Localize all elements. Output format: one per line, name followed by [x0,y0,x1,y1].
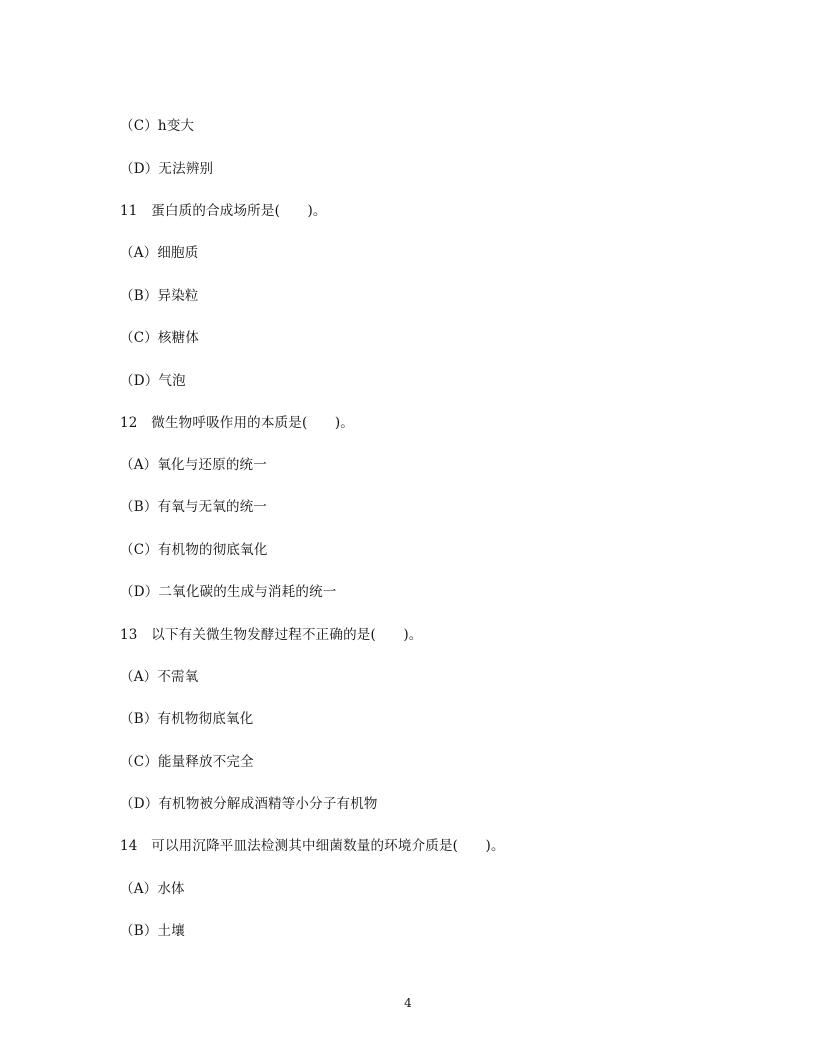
question-11: 11 蛋白质的合成场所是( )。 [120,203,327,219]
question-14: 14 可以用沉降平皿法检测其中细菌数量的环境介质是( )。 [120,838,505,854]
question-12: 12 微生物呼吸作用的本质是( )。 [120,415,355,431]
option-d-q13: （D）有机物被分解成酒精等小分子有机物 [120,796,378,812]
option-c-q11: （C）核糖体 [120,330,200,346]
option-c-q12: （C）有机物的彻底氧化 [120,542,268,558]
option-c-q13: （C）能量释放不完全 [120,754,254,770]
option-b-q14: （B）土壤 [120,923,185,939]
option-d-q10: （D）无法辨别 [120,161,214,177]
option-a-q12: （A）氧化与还原的统一 [120,457,267,473]
option-b-q13: （B）有机物彻底氧化 [120,711,254,727]
option-a-q13: （A）不需氧 [120,669,199,685]
option-a-q14: （A）水体 [120,881,185,897]
option-a-q11: （A）细胞质 [120,245,199,261]
option-d-q12: （D）二氧化碳的生成与消耗的统一 [120,584,337,600]
question-13: 13 以下有关微生物发酵过程不正确的是( )。 [120,627,423,643]
option-b-q12: （B）有氧与无氧的统一 [120,499,268,515]
option-d-q11: （D）气泡 [120,373,186,389]
option-c-q10: （C）h变大 [120,118,195,134]
page-number: 4 [404,996,412,1010]
option-b-q11: （B）异染粒 [120,288,199,304]
